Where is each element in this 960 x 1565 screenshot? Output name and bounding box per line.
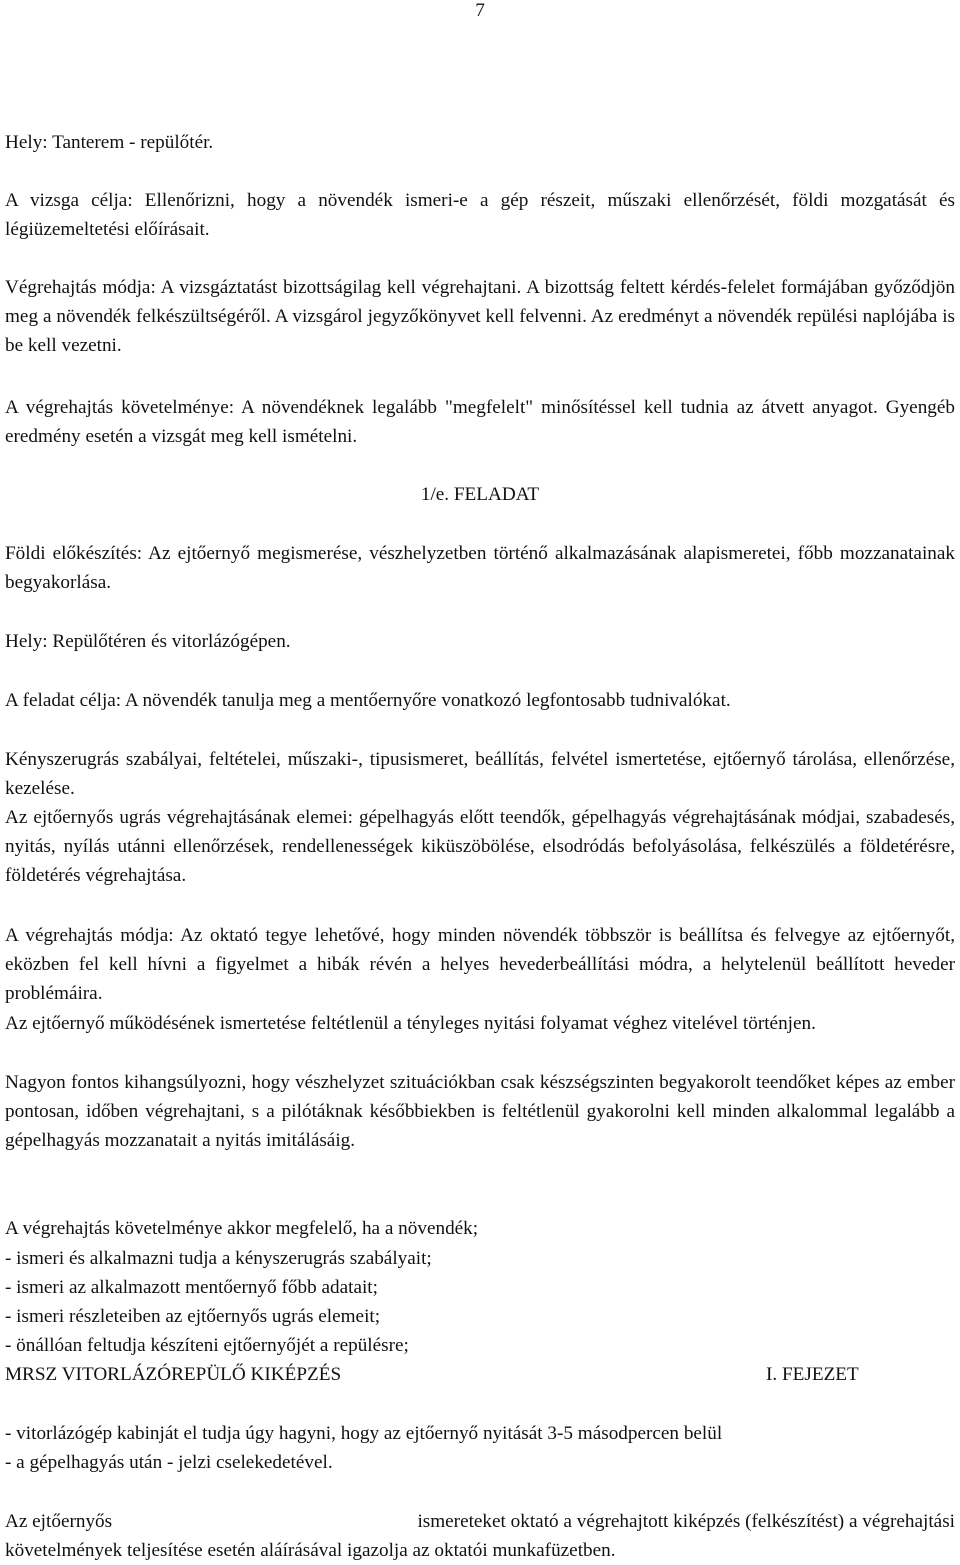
requirement-item: - ismeri és alkalmazni tudja a kényszerugrás szabályait;: [5, 1248, 432, 1269]
paragraph-kovetelmeny-1: A végrehajtás követelménye: A növendéknek legalább "megfelelt" minősítéssel kell tudnia az átvett anyagot. Gyengéb eredmény esetén a vizsgát meg kell ismételni.: [5, 397, 955, 447]
task-heading: 1/e. FELADAT: [420, 484, 540, 505]
paragraph-vegrehajtas-modja-1: Végrehajtás módja: A vizsgáztatást bizottságilag kell végrehajtani. A bizottság feltett kérdés-felelet formájában győződjön meg a növendék felkészültségéről. A vizsgárol jegyzőkönyvet kell felvenni. Az eredményt a növendék repülési naplójába is be kell vezetni.: [5, 277, 955, 356]
paragraph-hely-2: Hely: Repülőtéren és vitorlázógépen.: [5, 631, 291, 652]
paragraph-ugras-elemei: Az ejtőernyős ugrás végrehajtásának elemei: gépelhagyás előtt teendők, gépelhagyás végrehajtásának módjai, szabadesés, nyitás, nyílás utánni ellenőrzések, rendellenességek kiküszöbölése, elsodródás befolyásolása, felkészülés a földetérésre, földetérés végrehajtása.: [5, 807, 955, 886]
requirement-intro: A végrehajtás követelménye akkor megfelelő, ha a növendék;: [5, 1218, 479, 1239]
paragraph-feladat-celja: A feladat célja: A növendék tanulja meg a mentőernyőre vonatkozó legfontosabb tudnivalókat.: [5, 690, 731, 711]
paragraph-vizsga-celja: A vizsga célja: Ellenőrizni, hogy a növendék ismeri-e a gép részeit, műszaki ellenőrzését, földi mozgatását és légiüzemeltetési előírásait.: [5, 190, 955, 240]
closing-line-1-left: Az ejtőernyős: [5, 1511, 113, 1532]
paragraph-hely-1: Hely: Tanterem - repülőtér.: [5, 132, 214, 153]
closing-line-1-right: ismereteket oktató a végrehajtott kiképzés (felkészítést) a végrehajtási: [417, 1511, 955, 1532]
paragraph-nagyon-fontos: Nagyon fontos kihangsúlyozni, hogy vészhelyzet szituációkban csak készségszinten begyakorolt teendőket képes az ember pontosan, időben végrehajtani, s a pilótáknak későbbiekben is feltétlenül gyakorolni kell minden alkalommal legalább a gépelhagyás mozzanatait a nyitás imitálásáig.: [5, 1072, 955, 1151]
paragraph-mukodes: Az ejtőernyő működésének ismertetése feltétlenül a tényleges nyitási folyamat véghez vitelével történjen.: [5, 1013, 816, 1034]
requirement-item: - ismeri részleteiben az ejtőernyős ugrás elemeit;: [5, 1306, 381, 1327]
closing-line-2: követelmények teljesítése esetén aláírásával igazolja az oktatói munkafüzetben.: [5, 1540, 616, 1561]
requirement-item: - ismeri az alkalmazott mentőernyő főbb adatait;: [5, 1277, 378, 1298]
footer-left-label: MRSZ VITORLÁZÓREPÜLŐ KIKÉPZÉS: [5, 1364, 342, 1385]
paragraph-foldi-elokeszites: Földi előkészítés: Az ejtőernyő megismerése, vészhelyzetben történő alkalmazásának alapismeretei, főbb mozzanatainak begyakorlása.: [5, 543, 955, 593]
requirement-item-2: - a gépelhagyás után - jelzi cselekedetével.: [5, 1452, 333, 1473]
closing-line-1: [5, 1507, 955, 1536]
paragraph-vegrehajtas-modja-2: A végrehajtás módja: Az oktató tegye lehetővé, hogy minden növendék többször is beállítsa és felvegye az ejtőernyőt, eközben fel kell hívni a figyelmet a hibák révén a helyes hevederbeállítási módra, a helytelenül beállított heveder problémáira.: [5, 925, 955, 1004]
requirement-item-2: - vitorlázógép kabinját el tudja úgy hagyni, hogy az ejtőernyő nyitását 3-5 másodpercen belül: [5, 1423, 723, 1444]
page-number: 7: [475, 0, 485, 21]
paragraph-kenyszerugras: Kényszerugrás szabályai, feltételei, műszaki-, tipusismeret, beállítás, felvétel ismertetése, ejtőernyő tárolása, ellenőrzése, kezelése.: [5, 749, 955, 799]
footer-right-label: I. FEJEZET: [766, 1364, 859, 1385]
requirement-item: - önállóan feltudja készíteni ejtőernyőjét a repülésre;: [5, 1335, 409, 1356]
